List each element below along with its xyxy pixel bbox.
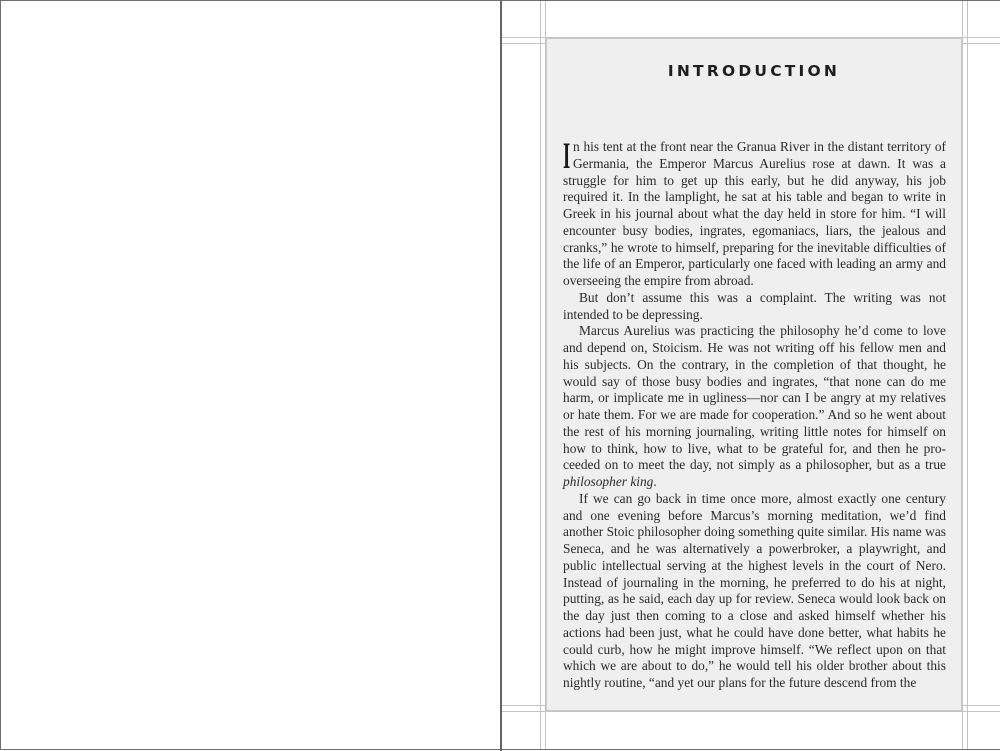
paragraph-3-text: Marcus Aurelius was practicing the philosophy he’d come to love and depend on, Stoicism. He was not writing off his fellow men and his subjects. On the contrary, in the completion of that thought, he would say of those busy bodies and ingrates, “that none can do me harm, or implicate me in ugliness—nor can I be angry at my relatives or hate them. For we are made for cooperation.” And so he went about the rest of his morning journaling, writing little notes for himself on how to think, how to live, what to be grateful for, and then he proceeded on to meet the day, not simply as a philosopher, but as a true — [563, 323, 946, 473]
paragraph-1 — [563, 136, 946, 290]
paragraph-4 — [563, 491, 946, 692]
guide-line-vertical-left-outer — [540, 1, 541, 749]
body-text — [563, 136, 946, 692]
paragraph-3 — [563, 323, 946, 491]
drop-cap: I — [563, 136, 571, 177]
paragraph-2 — [563, 290, 946, 324]
guide-line-vertical-right-outer — [967, 1, 968, 749]
left-page-blank — [1, 1, 500, 749]
guide-line-vertical-right-inner — [962, 1, 963, 749]
paragraph-3-emphasis: philosopher king — [563, 474, 654, 489]
guide-line-horizontal-bottom-outer — [502, 711, 1000, 712]
chapter-title: INTRODUCTION — [667, 62, 841, 80]
paragraph-4-text: If we can go back in time once more, almost exactly one century and one evening before Marcus’s morning meditation, we’d find another Stoic philosopher doing something quite similar. His name was Seneca, and he was alternatively a powerbroker, a playwright, and public intellectual serving at the highest levels in the court of Nero. Instead of journaling in the morning, he preferred to do his at night, putting, as he said, each day up for review. Seneca would look back on the day just then coming to a close and asked himself whether his actions had been just, what he could have done better, what habits he could curb, how he might improve himself. “We reflect upon on that which we are about to do,” he would tell his older brother about this nightly routine, “and yet our plans for the future descend from the — [563, 490, 946, 690]
paragraph-1-text: n his tent at the front near the Granua River in the distant territory of Germania, the Emperor Marcus Aurelius rose at dawn. It was a struggle for him to get up this early, but he did anyway, his job required it. In the lamplight, he sat at his table and began to write in Greek in his journal about what the day held in store for him. “I will encounter busy bodies, ingrates, egomaniacs, liars, the jealous and cranks,” he wrote to himself, preparing for the inevitable difficulties of the life of an Emperor, particularly one faced with leading an army and overseeing the empire from abroad. — [563, 139, 946, 288]
paragraph-2-text: But don’t assume this was a complaint. The writing was not intended to be depressing. — [563, 289, 946, 322]
text-block-area — [546, 38, 962, 711]
paragraph-3-tail: . — [653, 474, 657, 489]
